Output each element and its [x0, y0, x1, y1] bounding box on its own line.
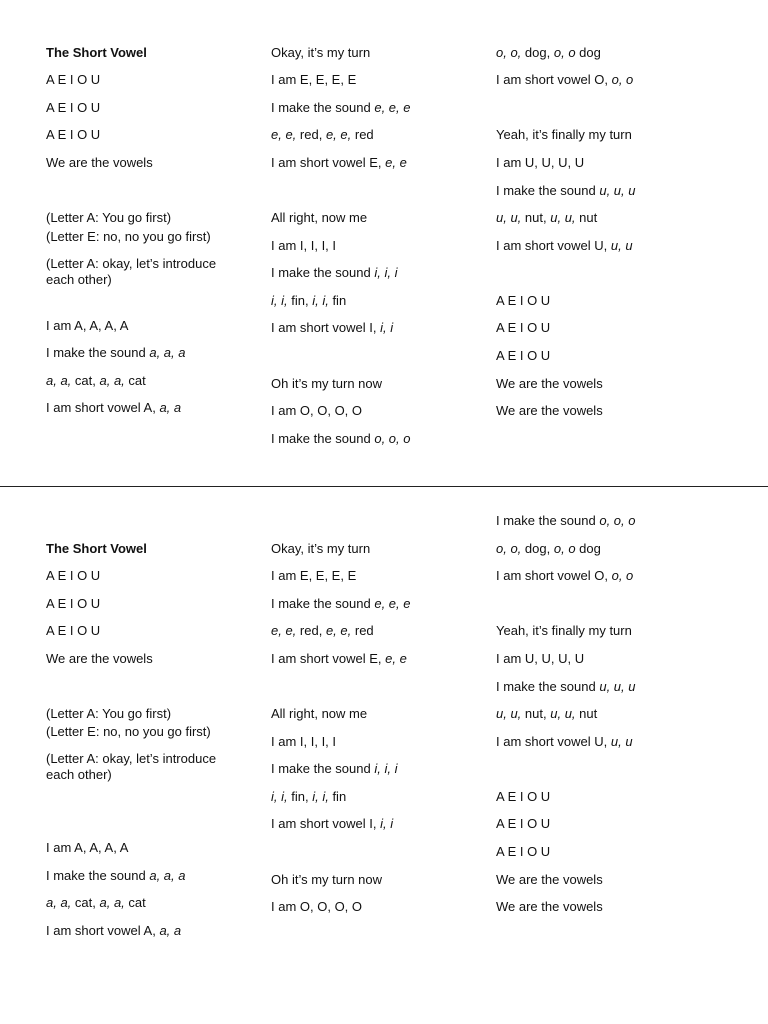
lyric-line: I am short vowel U, u, u [496, 734, 633, 749]
lyric-line: A E I O U [496, 348, 551, 363]
song-sheet-top [0, 0, 768, 486]
lyric-line: Oh it’s my turn now [271, 872, 383, 887]
lyric-line: I am O, O, O, O [271, 899, 363, 914]
lyric-line: I am E, E, E, E [271, 72, 357, 87]
dialogue-line: (Letter A: You go first) [46, 210, 172, 225]
song-sheet-bottom [0, 487, 768, 1024]
lyric-line: A E I O U [496, 789, 551, 804]
lyric-line: A E I O U [46, 100, 101, 115]
lyric-line: I am short vowel A, a, a [46, 400, 182, 415]
lyric-line: I am short vowel E, e, e [271, 155, 407, 170]
lyric-line: A E I O U [496, 844, 551, 859]
lyric-line: i, i, fin, i, i, fin [271, 789, 347, 804]
lyric-line: I make the sound i, i, i [271, 761, 398, 776]
lyric-line: I am E, E, E, E [271, 568, 357, 583]
lyric-line: i, i, fin, i, i, fin [271, 293, 347, 308]
lyric-line: I am short vowel U, u, u [496, 238, 633, 253]
lyric-line: We are the vowels [496, 872, 603, 887]
dialogue-line: (Letter A: You go first) [46, 706, 172, 721]
lyric-line: a, a, cat, a, a, cat [46, 373, 146, 388]
lyric-line: We are the vowels [496, 899, 603, 914]
lyric-line: I make the sound e, e, e [271, 596, 411, 611]
lyric-line: I am A, A, A, A [46, 840, 129, 855]
lyric-line: e, e, red, e, e, red [271, 623, 374, 638]
lyric-line: u, u, nut, u, u, nut [496, 210, 598, 225]
lyric-line: I am short vowel I, i, i [271, 320, 394, 335]
lyric-line: e, e, red, e, e, red [271, 127, 374, 142]
lyric-line: I make the sound u, u, u [496, 679, 636, 694]
lyric-line: We are the vowels [496, 403, 603, 418]
lyric-line: o, o, dog, o, o dog [496, 45, 601, 60]
lyric-line: Oh it’s my turn now [271, 376, 383, 391]
lyric-line: I make the sound e, e, e [271, 100, 411, 115]
lyric-line: A E I O U [46, 568, 101, 583]
lyric-line: We are the vowels [496, 376, 603, 391]
lyric-line: All right, now me [271, 706, 368, 721]
lyric-line: I make the sound a, a, a [46, 868, 186, 883]
lyric-line: Yeah, it’s finally my turn [496, 623, 632, 638]
lyric-line: I make the sound o, o, o [271, 431, 411, 446]
lyric-line: I am I, I, I, I [271, 238, 337, 253]
lyric-line: a, a, cat, a, a, cat [46, 895, 146, 910]
lyric-line: I am U, U, U, U [496, 155, 585, 170]
lyric-line: I am U, U, U, U [496, 651, 585, 666]
dialogue-line: (Letter E: no, no you go first) [46, 229, 211, 244]
lyric-line: I make the sound a, a, a [46, 345, 186, 360]
lyric-line: I am short vowel I, i, i [271, 816, 394, 831]
lyric-line: All right, now me [271, 210, 368, 225]
lyric-line: Yeah, it’s finally my turn [496, 127, 632, 142]
lyric-line: I am short vowel E, e, e [271, 651, 407, 666]
lyric-line: We are the vowels [46, 651, 153, 666]
lyric-line: A E I O U [46, 623, 101, 638]
lyric-line: I make the sound o, o, o [496, 513, 636, 528]
song-title: The Short Vowel [46, 45, 147, 60]
lyric-line: I am short vowel O, o, o [496, 72, 634, 87]
lyric-line: I make the sound i, i, i [271, 265, 398, 280]
lyric-line: I am I, I, I, I [271, 734, 337, 749]
song-title: The Short Vowel [46, 541, 147, 556]
dialogue-line: (Letter A: okay, let’s introduce each other) [46, 256, 217, 287]
lyric-line: A E I O U [46, 596, 101, 611]
lyric-line: I am short vowel A, a, a [46, 923, 182, 938]
lyric-line: A E I O U [496, 320, 551, 335]
lyric-line: I am short vowel O, o, o [496, 568, 634, 583]
lyric-line: A E I O U [496, 293, 551, 308]
lyric-line: Okay, it’s my turn [271, 541, 371, 556]
lyric-line: We are the vowels [46, 155, 153, 170]
lyric-line: o, o, dog, o, o dog [496, 541, 601, 556]
lyric-line: A E I O U [46, 127, 101, 142]
lyric-line: u, u, nut, u, u, nut [496, 706, 598, 721]
lyric-line: A E I O U [496, 816, 551, 831]
lyric-line: Okay, it’s my turn [271, 45, 371, 60]
dialogue-line: (Letter A: okay, let’s introduce each other) [46, 751, 217, 782]
lyric-line: A E I O U [46, 72, 101, 87]
lyric-line: I am O, O, O, O [271, 403, 363, 418]
dialogue-line: (Letter E: no, no you go first) [46, 724, 211, 739]
lyric-line: I am A, A, A, A [46, 318, 129, 333]
lyric-line: I make the sound u, u, u [496, 183, 636, 198]
